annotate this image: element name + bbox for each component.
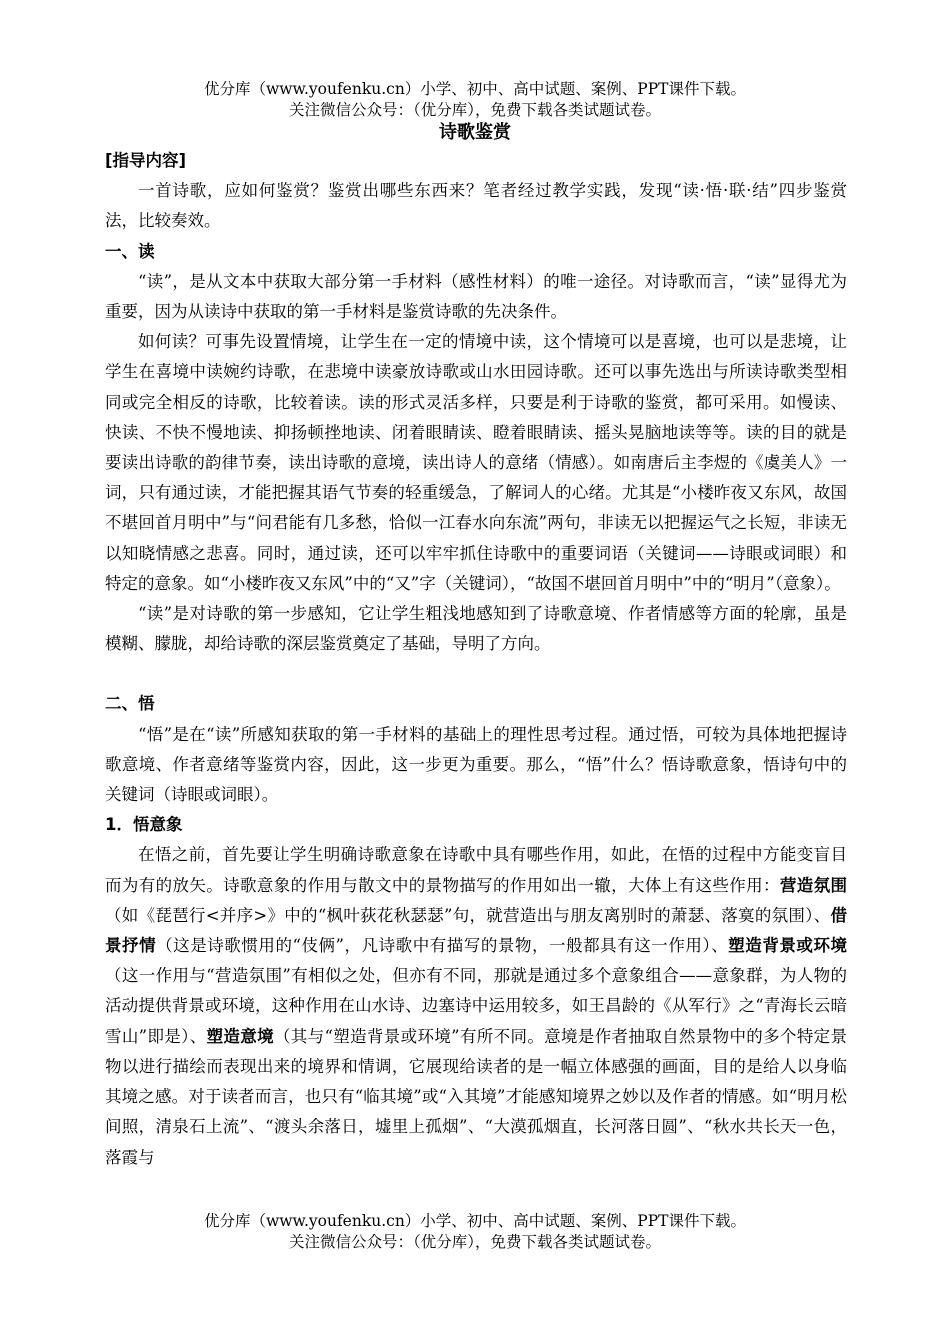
section-1-paragraph-2: 如何读？可事先设置情境，让学生在一定的情境中读，这个情境可以是喜境，也可以是悲境，让学生在喜境中读婉约诗歌，在悲境中读豪放诗歌或山水田园诗歌。还可以事先选出与所读诗歌类型相同或完全相反的诗歌，比较着读。读的形式灵活多样，只要是利于诗歌的鉴赏，都可采用。如慢读、快读、不快不慢地读、抑扬顿挫地读、闭着眼睛读、瞪着眼睛读、摇头晃脑地读等等。读的目的就是要读出诗歌的韵律节奏，读出诗歌的意境，读出诗人的意绪（情感）。如南唐后主李煜的《虞美人》一词，只有通过读，才能把握其语气节奏的轻重缓急，了解词人的心绪。尤其是“小楼昨夜又东风，故国不堪回首月明中”与“问君能有几多愁，恰似一江春水向东流”两句，非读无以把握运气之长短，非读无以知晓情感之悲喜。同时，通过读，还可以牢牢抓住诗歌中的重要词语（关键词——诗眼或词眼）和特定的意象。如“小楼昨夜又东风”中的“又”字（关键词），“故国不堪回首月明中”中的“明月”（意象）。 bbox=[105, 332, 847, 593]
footer-line-1: 优分库（www.youfenku.cn）小学、初中、高中试题、案例、PPT课件下载。 bbox=[203, 1212, 747, 1230]
term-shape-artistic-conception: 塑造意境 bbox=[206, 1026, 274, 1046]
p2-text-c: （这是诗歌惯用的“伎俩”，凡诗歌中有描写的景物，一般都具有这一作用）、 bbox=[156, 936, 729, 956]
section-2-heading: 二、悟 bbox=[105, 694, 155, 714]
section-1-paragraph-1: “读”，是从文本中获取大部分第一手材料（感性材料）的唯一途径。对诗歌而言，“读”显得尤为重要，因为从读诗中获取的第一手材料是鉴赏诗歌的先决条件。 bbox=[105, 271, 847, 322]
footer-line-2: 关注微信公众号：（优分库），免费下载各类试题试卷。 bbox=[288, 1233, 661, 1251]
p2-text-e: （其与“塑造背景或环境”有所不同。意境是作者抽取自然景物中的多个特定景物以进行描绘而表现出来的境界和情调，它展现给读者的是一幅立体感强的画面，目的是给人以身临其境之感。对于读者而言，也只有“临其境”或“入其境”才能感知境界之妙以及作者的情感。如“明月松间照，清泉石上流”、“渡头余落日，墟里上孤烟”、“大漠孤烟直，长河落日圆”、“秋水共长天一色，落霞与 bbox=[105, 1026, 848, 1167]
section-2-paragraph-2 bbox=[105, 840, 847, 1172]
section-2-paragraph-1: “悟”是在“读”所感知获取的第一手材料的基础上的理性思考过程。通过悟，可较为具体地把握诗歌意境、作者意绪等鉴赏内容，因此，这一步更为重要。那么，“悟”什么？悟诗歌意象，悟诗句中的关键词（诗眼或词眼）。 bbox=[105, 724, 847, 805]
sub-heading-imagery: 1．悟意象 bbox=[105, 815, 183, 835]
header-line-1: 优分库（www.youfenku.cn）小学、初中、高中试题、案例、PPT课件下载。 bbox=[203, 80, 747, 98]
document-body bbox=[105, 146, 847, 1173]
term-create-atmosphere: 营造氛围 bbox=[779, 875, 848, 895]
header-line-2: 关注微信公众号：（优分库），免费下载各类试题试卷。 bbox=[288, 101, 661, 119]
p2-text-b: （如《琵琶行<并序>》中的“枫叶荻花秋瑟瑟”句，就营造出与朋友离别时的萧瑟、落寞的氛围）、 bbox=[105, 905, 831, 925]
section-1-paragraph-3: “读”是对诗歌的第一步感知，它让学生粗浅地感知到了诗歌意境、作者情感等方面的轮廓，虽是模糊、朦胧，却给诗歌的深层鉴赏奠定了基础，导明了方向。 bbox=[105, 604, 847, 654]
guide-heading: [指导内容] bbox=[105, 151, 187, 170]
p2-text-d: （这一作用与“营造氛围”有相似之处，但亦有不同，那就是通过多个意象组合——意象群，为人物的活动提供背景或环境，这种作用在山水诗、边塞诗中运用较多，如王昌龄的《从军行》之“青海长云暗雪山”即是）、 bbox=[105, 966, 847, 1046]
spacer bbox=[105, 659, 847, 689]
intro-paragraph: 一首诗歌，应如何鉴赏？鉴赏出哪些东西来？笔者经过教学实践，发现“读·悟·联·结”四步鉴赏法，比较奏效。 bbox=[105, 181, 847, 231]
p2-text-a: 在悟之前，首先要让学生明确诗歌意象在诗歌中具有哪些作用，如此，在悟的过程中方能变盲目而为有的放矢。诗歌意象的作用与散文中的景物描写的作用如出一辙，大体上有这些作用： bbox=[105, 845, 847, 895]
page-title: 诗歌鉴赏 bbox=[439, 122, 511, 143]
term-express-emotion: 借景抒情 bbox=[105, 905, 847, 956]
section-1-heading: 一、读 bbox=[105, 241, 155, 261]
term-shape-background: 塑造背景或环境 bbox=[728, 936, 848, 956]
